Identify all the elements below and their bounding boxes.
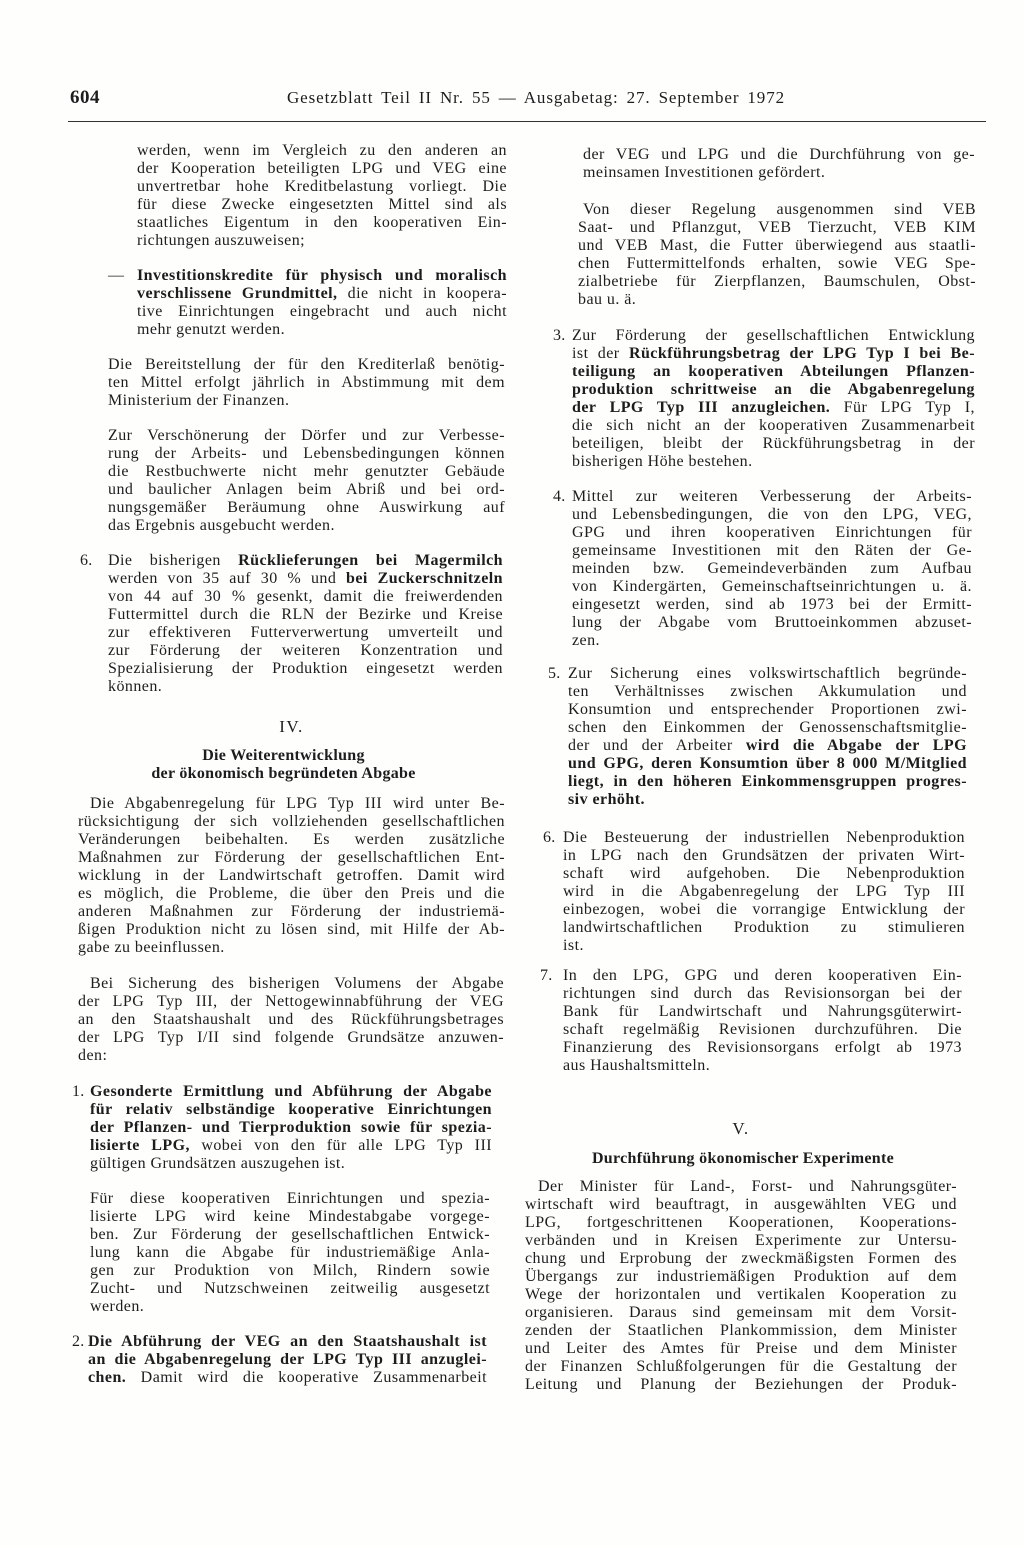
numbered-item-6 <box>563 829 965 955</box>
text-line: den: <box>78 1047 108 1064</box>
text-line: Die Abgabenregelung für LPG Typ III wird unter Be- <box>90 795 505 812</box>
text-line: beteiligen, bleibt der Rückführungsbetrag in der <box>572 435 975 452</box>
text-line: Spezialisierung der Produktion eingesetzt werden <box>108 660 503 677</box>
section-heading: Durchführung ökonomischer Experimente <box>591 1150 895 1167</box>
running-head: Gesetzblatt Teil II Nr. 55 — Ausgabetag: 27. September 1972 <box>287 88 785 107</box>
text-line: an den Staatshaushalt und des Rückführungsbetrages <box>78 1011 504 1028</box>
numbered-item-1 <box>90 1083 492 1173</box>
text-line: Maßnahmen zur Förderung der gesellschaftlichen Ent- <box>78 849 505 866</box>
text-line: Futtermittel durch die RLN der Bezirke und Kreise <box>108 606 503 623</box>
text-line: die Restbuchwerte nicht mehr genutzter Gebäude <box>108 463 505 480</box>
text-line: rung der Arbeits- und Lebensbedingungen können <box>108 445 505 462</box>
item-number: 5. <box>548 665 561 682</box>
text-line: Bank für Landwirtschaft und Nahrungsgüterwirt- <box>563 1003 962 1020</box>
bold-text-run: Rückführungsbetrag der LPG Typ I bei Be- <box>628 345 975 362</box>
text-run: Für LPG Typ I, <box>830 399 975 416</box>
section-iv-paragraph <box>78 795 505 957</box>
text-line: lung kann die Abgabe für industriemäßige Anla- <box>90 1244 490 1261</box>
text-line: Konsumtion und entsprechender Proportionen zwi- <box>568 701 967 718</box>
bold-text-run: teiligung an kooperativen Abteilungen Pflanzen- <box>572 363 975 380</box>
text-line: wirtschaft wird beauftragt, in ausgewählten VEG und <box>525 1196 957 1213</box>
text-line: LPG, fortgeschrittenen Kooperationen, Kooperations- <box>525 1214 957 1231</box>
numbered-item-5 <box>568 665 967 809</box>
text-line: richtungen sind durch das Revisionsorgan bei der <box>563 985 962 1002</box>
text-line: von 44 auf 30 % gesenkt, damit die freiwerdenden <box>108 588 503 605</box>
text-line <box>568 773 967 791</box>
text-line: einbezogen, wobei die vorrangige Entwicklung der <box>563 901 965 918</box>
text-line: gemeinsame Investitionen mit den Räten der Ge- <box>572 542 972 559</box>
text-line: Übergangs zur industriemäßigen Produktion auf dem <box>525 1268 957 1285</box>
bold-text-run: für relativ selbständige kooperative Einrichtungen <box>90 1101 492 1118</box>
text-line: werden. <box>90 1298 145 1315</box>
bold-text-run: siv erhöht. <box>568 791 645 808</box>
item-number: 6. <box>80 552 93 569</box>
text-line: eingesetzt werden, sind ab 1973 bei der Ermitt- <box>572 596 972 613</box>
text-line: es möglich, die Probleme, die über den Preis und die <box>78 885 505 902</box>
text-line: tive Einrichtungen eingebracht und auch nicht <box>137 303 507 320</box>
bold-text-run: an die Abgabenregelung der LPG Typ III anzuglei- <box>88 1351 487 1368</box>
text-line <box>90 1119 492 1137</box>
bold-text-run: produktion schrittweise an die Abgabenregelung <box>572 381 975 398</box>
text-line: der Kooperation beteiligten LPG und VEG eine <box>137 160 507 177</box>
text-line: Wege der horizontalen und vertikalen Kooperation zu <box>525 1286 957 1303</box>
text-line: meinden bzw. Gemeindeverbänden zum Aufbau <box>572 560 972 577</box>
text-line: GPG und ihren kooperativen Einrichtungen für <box>572 524 972 541</box>
text-line: lung der Abgabe vom Bruttoeinkommen abzuset- <box>572 614 972 631</box>
text-line: wird in die Abgabenregelung der LPG Typ III <box>563 883 965 900</box>
text-line: in LPG nach den Grundsätzen der privaten Wirt- <box>563 847 965 864</box>
dash-list-item <box>137 267 507 339</box>
bold-text-run: wird die Abgabe der LPG <box>745 737 967 754</box>
section-numeral: IV. <box>279 717 304 736</box>
text-run: werden von 35 auf 30 % und <box>108 570 347 587</box>
item-number: 1. <box>72 1083 85 1100</box>
text-line: schen den Einkommen der Genossenschaftsmitglie- <box>568 719 967 736</box>
text-line <box>568 737 967 755</box>
text-line: ben. Zur Förderung der gesellschaftlichen Entwick- <box>90 1226 490 1243</box>
bold-text-run: verschlissene Grundmittel, <box>137 285 338 302</box>
text-line: der VEG und LPG und die Durchführung von ge- <box>583 146 975 163</box>
item-number: 2. <box>72 1333 85 1350</box>
numbered-item-2 <box>88 1333 487 1387</box>
text-line: Die Besteuerung der industriellen Nebenproduktion <box>563 829 965 846</box>
continued-paragraph <box>583 146 975 182</box>
text-line: rücksichtigung der sich vollziehenden gesellschaftlichen <box>78 813 505 830</box>
numbered-item-3 <box>572 327 975 471</box>
text-line <box>108 570 503 588</box>
text-line <box>568 755 967 773</box>
text-line: für diese Zwecke eingesetzten Mittel sind als <box>137 196 507 213</box>
item-number: 6. <box>543 829 556 846</box>
text-line: können. <box>108 678 163 695</box>
text-line <box>568 791 967 809</box>
text-line: das Ergebnis ausgebucht werden. <box>108 517 335 534</box>
bold-text-run: der LPG Typ III anzugleichen. <box>572 399 831 416</box>
text-line: der LPG Typ III, der Nettogewinnabführung der VEG <box>78 993 504 1010</box>
text-line: ist. <box>563 937 584 954</box>
text-line: die sich nicht an der kooperativen Zusammenarbeit <box>572 417 975 434</box>
section-numeral: V. <box>732 1119 750 1138</box>
bold-text-run: liegt, in den höheren Einkommensgruppen progres- <box>568 773 967 790</box>
numbered-item-4 <box>572 488 972 650</box>
text-run: ist der <box>572 345 629 362</box>
text-line: richtungen auszuweisen; <box>137 232 306 249</box>
text-line: Finanzierung des Revisionsorgans erfolgt ab 1973 <box>563 1039 962 1056</box>
item-number: 4. <box>553 488 566 505</box>
text-line: ten Mittel erfolgt jährlich in Abstimmung mit dem <box>108 374 505 391</box>
text-line: von Kindergärten, Gemeinschaftseinrichtungen u. ä. <box>572 578 972 595</box>
text-line <box>572 381 975 399</box>
text-line: bau u. ä. <box>578 291 637 308</box>
text-line <box>88 1333 487 1351</box>
text-run: wobei von den für alle LPG Typ III <box>189 1137 493 1154</box>
section-v-paragraph <box>525 1178 957 1394</box>
numbered-item-7 <box>563 967 962 1075</box>
text-line: werden, wenn im Vergleich zu den anderen an <box>137 142 507 159</box>
bold-text-run: lisierte LPG, <box>90 1137 190 1154</box>
text-line: der Finanzen Schlußfolgerungen für die Gestaltung der <box>525 1358 957 1375</box>
text-line <box>88 1369 487 1387</box>
text-line <box>137 285 507 303</box>
continued-paragraph <box>137 142 507 250</box>
bold-text-run: Investitionskredite für physisch und moralisch <box>137 267 507 284</box>
text-line <box>90 1083 492 1101</box>
text-line: zur Förderung der weiteren Konzentration und <box>108 642 503 659</box>
text-line: Zur Förderung der gesellschaftlichen Entwicklung <box>572 327 975 344</box>
text-line: gabe zu beeinflussen. <box>78 939 225 956</box>
numbered-item-6 <box>108 552 503 696</box>
section-iv-paragraph <box>78 975 504 1065</box>
text-line: und baulicher Anlagen beim Abriß und bei ord- <box>108 481 505 498</box>
text-run: Damit wird die kooperative Zusammenarbeit <box>126 1369 487 1386</box>
text-line: In den LPG, GPG und deren kooperativen Ein- <box>563 967 962 984</box>
text-line: Leitung und Planung der Beziehungen der Produk- <box>525 1376 957 1393</box>
text-line: bisherigen Höhe bestehen. <box>572 453 753 470</box>
text-line: zenden der Staatlichen Plankommission, dem Minister <box>525 1322 957 1339</box>
village-paragraph <box>108 427 505 535</box>
text-line <box>90 1137 492 1155</box>
text-line <box>88 1351 487 1369</box>
text-line: und Leiter des Amtes für Preise und dem Minister <box>525 1340 957 1357</box>
text-line <box>90 1101 492 1119</box>
section-heading-line: der ökonomisch begründeten Abgabe <box>151 765 416 782</box>
bold-text-run: und GPG, deren Konsumtion über 8 000 M/Mitglied <box>568 755 967 772</box>
text-line: schaft regelmäßig Revisionen durchzuführen. Die <box>563 1021 962 1038</box>
text-line: zen. <box>572 632 601 649</box>
text-run: Die bisherigen <box>108 552 239 569</box>
text-line: ßigen Produktion nicht zu lösen sind, mit Hilfe der Ab- <box>78 921 505 938</box>
bold-text-run: der Pflanzen- und Tierproduktion sowie für spezia- <box>90 1119 492 1136</box>
section-heading-line: Die Weiterentwicklung <box>202 747 365 764</box>
text-line: gültigen Grundsätzen auszugehen ist. <box>90 1155 346 1172</box>
page-number: 604 <box>70 87 100 108</box>
bold-text-run: Die Abführung der VEG an den Staatshaushalt ist <box>88 1333 487 1350</box>
bold-text-run: bei Zuckerschnitzeln <box>346 570 503 587</box>
text-line: mehr genutzt werden. <box>137 321 286 338</box>
text-line <box>572 399 975 417</box>
text-line: und VEB Mast, die Futter überwiegend aus staatli- <box>578 237 976 254</box>
text-line: Zucht- und Nutzschweinen zeitweilig ausgesetzt <box>90 1280 490 1297</box>
text-line: Veränderungen beibehalten. Es werden zusätzliche <box>78 831 505 848</box>
text-line <box>137 267 507 285</box>
text-line: Die Bereitstellung der für den Krediterlaß benötig- <box>108 356 505 373</box>
text-line: der LPG Typ I/II sind folgende Grundsätze anzuwen- <box>78 1029 504 1046</box>
item-number: 3. <box>553 327 566 344</box>
text-line: Für diese kooperativen Einrichtungen und spezia- <box>90 1190 490 1207</box>
text-line: Saat- und Pflanzgut, VEB Tierzucht, VEB KIM <box>578 219 976 236</box>
bold-text-run: Gesonderte Ermittlung und Abführung der Abgabe <box>90 1083 492 1100</box>
exception-paragraph <box>578 201 976 309</box>
text-line: wicklung in der Landwirtschaft getroffen. Damit wird <box>78 867 505 884</box>
text-line: unvertretbar hohe Kreditbelastung vorliegt. Die <box>137 178 507 195</box>
text-line: ten Verhältnisses zwischen Akkumulation und <box>568 683 967 700</box>
text-line <box>108 552 503 570</box>
text-line: zialbetriebe für Zierpflanzen, Baumschulen, Obst- <box>578 273 976 290</box>
text-line: zur effektiveren Futterverwertung umverteilt und <box>108 624 503 641</box>
text-run: die nicht in koopera- <box>337 285 507 302</box>
text-line <box>572 345 975 363</box>
text-line: gen zur Produktion von Milch, Rindern sowie <box>90 1262 490 1279</box>
section-heading <box>70 747 497 783</box>
text-line: Bei Sicherung des bisherigen Volumens der Abgabe <box>90 975 504 992</box>
text-line: staatliches Eigentum in den kooperativen Ein- <box>137 214 507 231</box>
header-rule <box>68 121 986 122</box>
item-1-paragraph <box>90 1190 490 1316</box>
text-run: der und der Arbeiter <box>568 737 746 754</box>
text-line: aus Haushaltsmitteln. <box>563 1057 711 1074</box>
text-line: organisieren. Daraus sind gemeinsam mit dem Vorsit- <box>525 1304 957 1321</box>
funding-paragraph <box>108 356 505 410</box>
bold-text-run: Rücklieferungen bei Magermilch <box>238 552 503 569</box>
text-line: nungsgemäßer Beräumung ohne Auswirkung auf <box>108 499 505 516</box>
dash-marker: — <box>108 267 125 284</box>
text-line: chung und Erprobung der zweckmäßigsten Formen des <box>525 1250 957 1267</box>
text-line: meinsamen Investitionen gefördert. <box>583 164 826 181</box>
text-line: Ministerium der Finanzen. <box>108 392 290 409</box>
text-line: landwirtschaftlichen Produktion zu stimulieren <box>563 919 965 936</box>
item-number: 7. <box>540 967 553 984</box>
text-line: lisierte LPG wird keine Mindestabgabe vorgege- <box>90 1208 490 1225</box>
text-line: Der Minister für Land-, Forst- und Nahrungsgüter- <box>538 1178 957 1195</box>
text-line: und Lebensbedingungen, die von den LPG, VEG, <box>572 506 972 523</box>
text-line: Mittel zur weiteren Verbesserung der Arbeits- <box>572 488 972 505</box>
text-line: chen Futtermittelfonds erhalten, sowie VEG Spe- <box>578 255 976 272</box>
bold-text-run: chen. <box>88 1369 127 1386</box>
text-line: anderen Maßnahmen zur Förderung der industriemä- <box>78 903 505 920</box>
text-line: Zur Sicherung eines volkswirtschaftlich begründe- <box>568 665 967 682</box>
text-line: verbänden und in Kreisen Experimente zur Untersu- <box>525 1232 957 1249</box>
text-line: Von dieser Regelung ausgenommen sind VEB <box>583 201 976 218</box>
text-line: Zur Verschönerung der Dörfer und zur Verbesse- <box>108 427 505 444</box>
text-line: schaft wird aufgehoben. Die Nebenproduktion <box>563 865 965 882</box>
text-line <box>572 363 975 381</box>
